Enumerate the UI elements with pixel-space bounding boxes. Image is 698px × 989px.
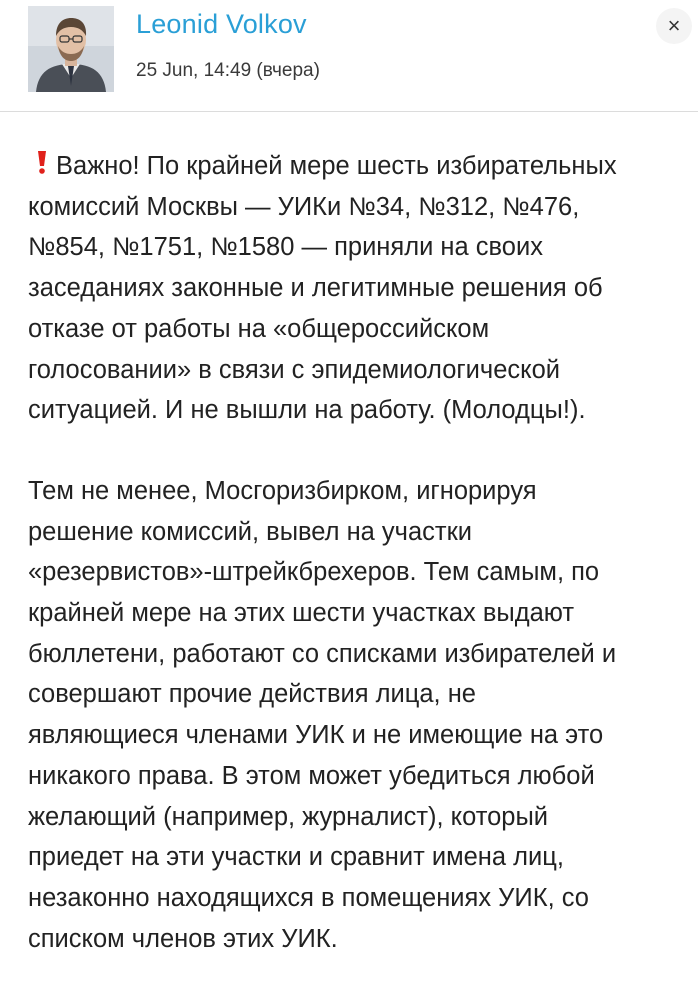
author-name-link[interactable]: Leonid Volkov (136, 9, 307, 39)
text-line: желающий (например, журналист), который (28, 802, 549, 831)
close-button[interactable] (656, 8, 692, 44)
text-line: комиссий Москвы — УИКи №34, №312, №476, (28, 192, 580, 221)
close-icon: × (667, 13, 681, 38)
text-line: незаконно находящихся в помещениях УИК, со (28, 883, 589, 912)
post-body (28, 146, 692, 959)
text-line: №854, №1751, №1580 — приняли на своих (28, 233, 543, 262)
text-line: отказе от работы на «общероссийском (28, 314, 490, 343)
exclamation-icon (36, 146, 48, 187)
avatar[interactable] (28, 6, 114, 92)
text-line: Важно! По крайней мере шесть избирательных (28, 146, 692, 187)
post-paragraph-1 (28, 146, 692, 431)
text-line: «резервистов»-штрейкбрехеров. Тем самым, по (28, 558, 600, 587)
text-line: Тем не менее, Мосгоризбирком, игнорируя (28, 476, 537, 505)
text-line: приедет на эти участки и сравнит имена лиц, (28, 843, 564, 872)
text-line: голосовании» в связи с эпидемиологической (28, 355, 561, 384)
text-line: списком членов этих УИК. (28, 924, 338, 953)
text-line: бюллетени, работают со списками избирателей и (28, 639, 617, 668)
post-header (0, 0, 698, 112)
text-line: ситуацией. И не вышли на работу. (Молодцы!). (28, 396, 586, 425)
text-line: решение комиссий, вывел на участки (28, 517, 472, 546)
post-paragraph-2 (28, 471, 692, 959)
text-line: никакого права. В этом может убедиться любой (28, 761, 595, 790)
person-avatar-icon (28, 6, 114, 92)
text-line: являющиеся членами УИК и не имеющие на это (28, 721, 604, 750)
post-timestamp: 25 Jun, 14:49 (вчера) (136, 60, 320, 81)
text-line: заседаниях законные и легитимные решения об (28, 274, 603, 303)
text-line: совершают прочие действия лица, не (28, 680, 476, 709)
text-line: крайней мере на этих шести участках выдают (28, 599, 575, 628)
